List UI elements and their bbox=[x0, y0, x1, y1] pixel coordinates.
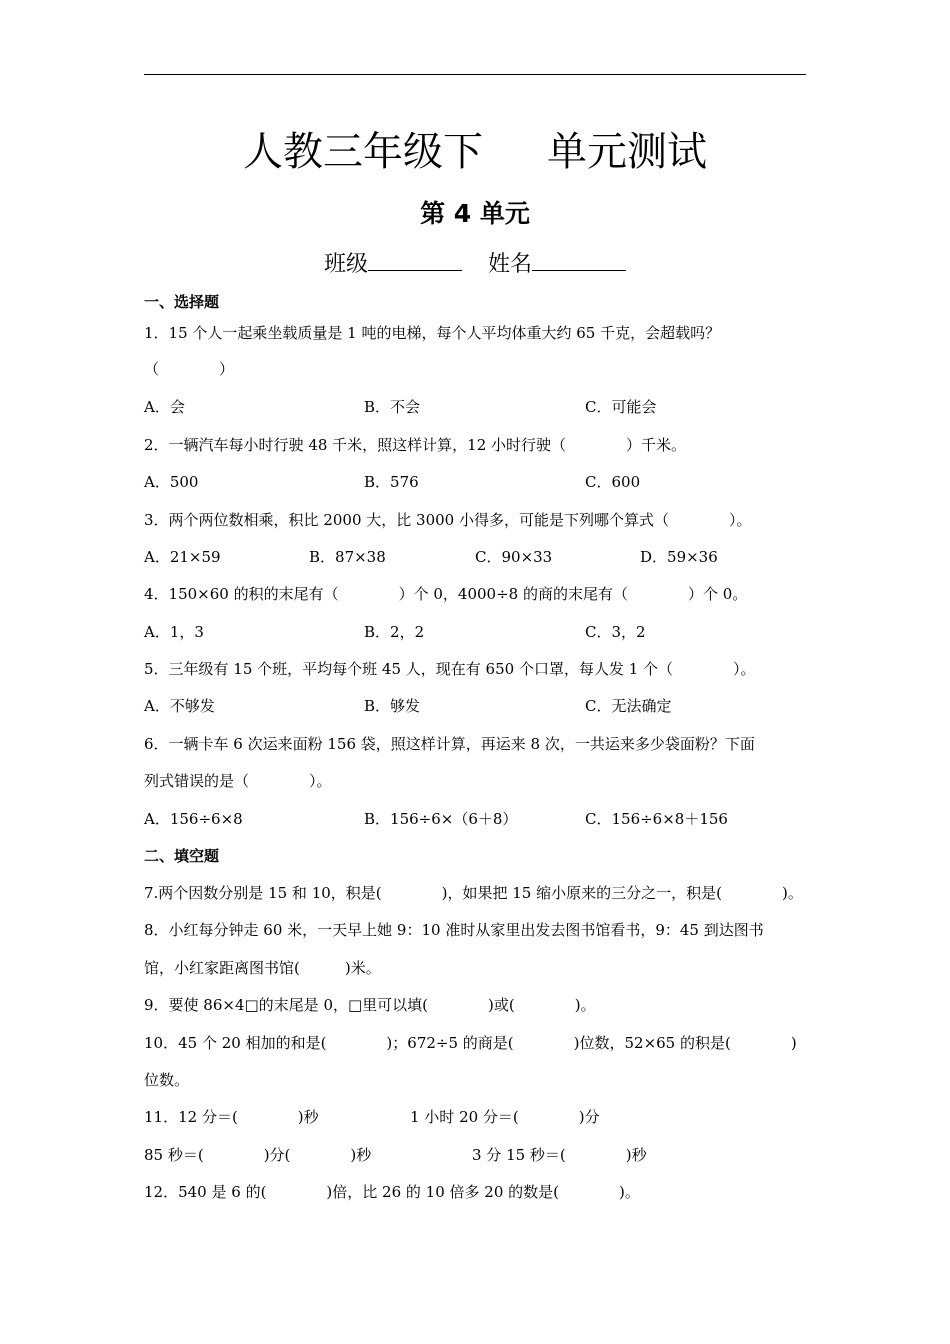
title-left: 人教三年级下 bbox=[243, 129, 483, 175]
q4-option-b[interactable]: B．2，2 bbox=[364, 623, 425, 641]
question-6-line-2: 列式错误的是（ ）。 bbox=[144, 772, 332, 790]
question-3: 3．两个两位数相乘，积比 2000 大，比 3000 小得多，可能是下列哪个算式（ ）。 bbox=[144, 511, 752, 529]
q1-option-c[interactable]: C．可能会 bbox=[585, 398, 657, 416]
question-4: 4．150×60 的积的末尾有（ ）个 0，4000÷8 的商的末尾有（ ）个 0。 bbox=[144, 585, 748, 603]
question-12: 12．540 是 6 的( )倍，比 26 的 10 倍多 20 的数是( )。 bbox=[144, 1183, 640, 1201]
q4-option-a[interactable]: A．1，3 bbox=[144, 623, 204, 641]
question-1-paren: （ ） bbox=[144, 360, 235, 378]
question-11-d: 3 分 15 秒＝( )秒 bbox=[472, 1146, 647, 1164]
question-2: 2．一辆汽车每小时行驶 48 千米，照这样计算，12 小时行驶（ ）千米。 bbox=[144, 436, 687, 454]
q5-option-b[interactable]: B．够发 bbox=[364, 697, 421, 715]
class-label: 班级 bbox=[323, 252, 368, 277]
class-name-line bbox=[0, 248, 950, 282]
question-1: 1．15 个人一起乘坐载质量是 1 吨的电梯，每个人平均体重大约 65 千克，会超载吗？ bbox=[144, 324, 721, 342]
class-blank[interactable] bbox=[368, 248, 462, 271]
question-10-line-1: 10．45 个 20 相加的和是( )；672÷5 的商是( )位数，52×65 的积是( ) bbox=[144, 1034, 797, 1052]
section-fill: 二、填空题 bbox=[144, 847, 220, 865]
name-label: 姓名 bbox=[488, 252, 533, 277]
name-blank[interactable] bbox=[532, 248, 626, 271]
question-5: 5．三年级有 15 个班，平均每个班 45 人，现在有 650 个口罩，每人发 1 个（ ）。 bbox=[144, 660, 756, 678]
q4-option-c[interactable]: C．3，2 bbox=[585, 623, 646, 641]
q2-option-b[interactable]: B．576 bbox=[364, 473, 419, 491]
section-choice: 一、选择题 bbox=[144, 293, 220, 311]
q3-option-d[interactable]: D．59×36 bbox=[640, 548, 718, 566]
question-10-line-2: 位数。 bbox=[144, 1071, 190, 1089]
page-title bbox=[0, 124, 950, 180]
unit-subtitle: 第 4 单元 bbox=[420, 199, 530, 228]
question-11-a: 11．12 分＝( )秒 bbox=[144, 1108, 319, 1126]
q3-option-b[interactable]: B．87×38 bbox=[309, 548, 386, 566]
q5-option-a[interactable]: A．不够发 bbox=[144, 697, 215, 715]
question-11-b: 1 小时 20 分＝( )分 bbox=[410, 1108, 600, 1126]
q2-option-a[interactable]: A．500 bbox=[144, 473, 199, 491]
title-right: 单元测试 bbox=[547, 129, 707, 175]
q6-option-c[interactable]: C．156÷6×8＋156 bbox=[585, 810, 728, 828]
q2-option-c[interactable]: C．600 bbox=[585, 473, 641, 491]
q6-option-b[interactable]: B．156÷6×（6＋8） bbox=[364, 810, 518, 828]
question-7: 7.两个因数分别是 15 和 10，积是( )，如果把 15 缩小原来的三分之一，积是( )。 bbox=[144, 884, 803, 902]
question-8-line-2: 馆，小红家距离图书馆( )米。 bbox=[144, 959, 381, 977]
q1-option-a[interactable]: A．会 bbox=[144, 398, 185, 416]
q1-option-b[interactable]: B．不会 bbox=[364, 398, 421, 416]
question-11-c: 85 秒＝( )分( )秒 bbox=[144, 1146, 372, 1164]
q3-option-c[interactable]: C．90×33 bbox=[475, 548, 553, 566]
q3-option-a[interactable]: A．21×59 bbox=[144, 548, 221, 566]
question-8-line-1: 8．小红每分钟走 60 米，一天早上她 9：10 准时从家里出发去图书馆看书，9：45 到达图书 bbox=[144, 921, 764, 939]
q5-option-c[interactable]: C．无法确定 bbox=[585, 697, 672, 715]
question-6-line-1: 6．一辆卡车 6 次运来面粉 156 袋，照这样计算，再运来 8 次，一共运来多少袋面粉？下面 bbox=[144, 735, 755, 753]
question-9: 9．要使 86×4□的末尾是 0，□里可以填( )或( )。 bbox=[144, 996, 596, 1014]
q6-option-a[interactable]: A．156÷6×8 bbox=[144, 810, 243, 828]
header-rule bbox=[144, 74, 806, 75]
